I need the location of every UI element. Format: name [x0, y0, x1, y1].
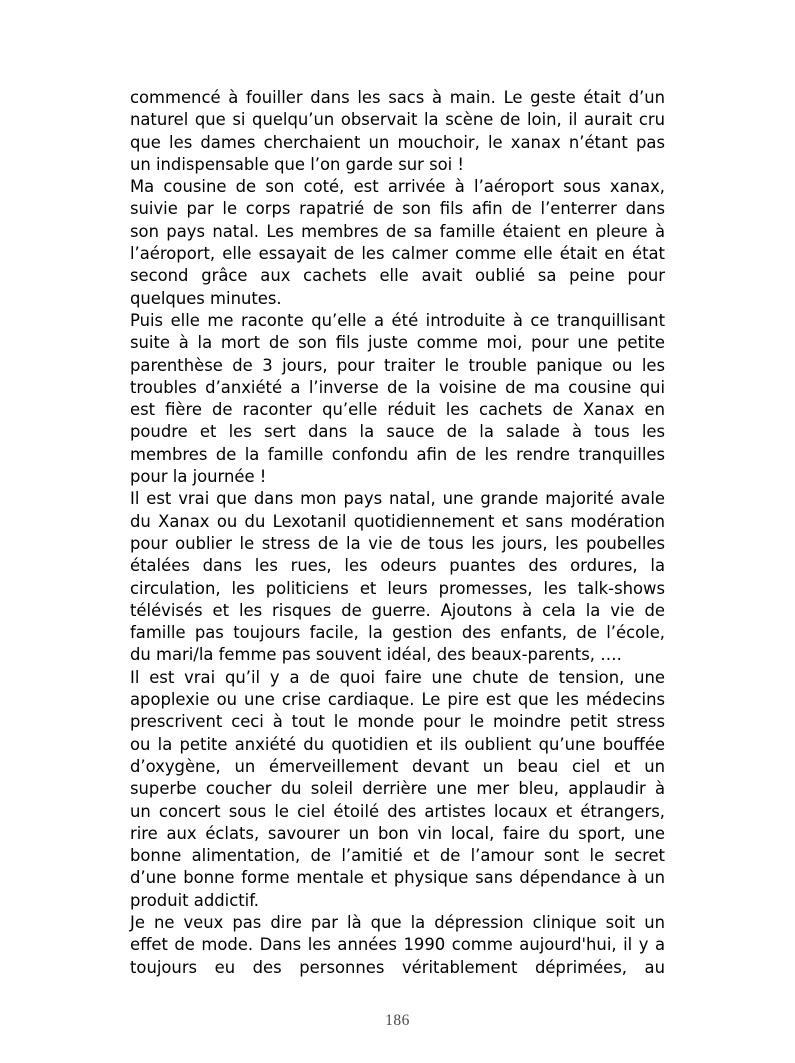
text-line: son pays natal. Les membres de sa famille étaient en pleure à	[130, 221, 665, 241]
text-line: d’une bonne forme mentale et physique sans dépendance à un	[130, 868, 665, 888]
page-footer	[0, 1012, 795, 1030]
page-text-block	[130, 87, 665, 979]
text-line: l’aéroport, elle essayait de les calmer comme elle était en état	[130, 244, 665, 264]
text-line: naturel que si quelqu’un observait la scène de loin, il aurait cru	[130, 110, 665, 130]
text-line: Puis elle me raconte qu’elle a été introduite à ce tranquillisant	[130, 310, 665, 330]
text-line: un concert sous le ciel étoilé des artistes locaux et étrangers,	[130, 801, 665, 821]
text-line: d’oxygène, un émerveillement devant un beau ciel et un	[130, 756, 665, 776]
text-line: pour la journée !	[130, 467, 267, 487]
text-line: superbe coucher du soleil derrière une mer bleu, applaudir à	[130, 779, 665, 799]
text-line: famille pas toujours facile, la gestion des enfants, de l’école,	[130, 623, 665, 643]
text-line: Je ne veux pas dire par là que la dépression clinique soit un	[130, 912, 665, 932]
text-line: Il est vrai qu’il y a de quoi faire une chute de tension, une	[130, 667, 665, 687]
text-line: membres de la famille confondu afin de les rendre tranquilles	[130, 444, 665, 464]
text-line: poudre et les sert dans la sauce de la salade à tous les	[130, 422, 665, 442]
text-line: effet de mode. Dans les années 1990 comme aujourd'hui, il y a	[130, 935, 665, 955]
text-line: du Xanax ou du Lexotanil quotidiennement et sans modération	[130, 511, 665, 531]
paragraph	[130, 176, 665, 310]
text-line: commencé à fouiller dans les sacs à main. Le geste était d’un	[130, 88, 665, 107]
text-line: quelques minutes.	[130, 288, 282, 308]
text-line: suivie par le corps rapatrié de son fils afin de l’enterrer dans	[130, 199, 665, 219]
text-line: second grâce aux cachets elle avait oublié sa peine pour	[130, 266, 665, 286]
text-line: Il est vrai que dans mon pays natal, une grande majorité avale	[130, 489, 665, 509]
text-line: rire aux éclats, savourer un bon vin local, faire du sport, une	[130, 823, 665, 843]
text-line: est fière de raconter qu’elle réduit les cachets de Xanax en	[130, 400, 665, 420]
text-line: un indispensable que l’on garde sur soi !	[130, 154, 464, 174]
text-line: bonne alimentation, de l’amitié et de l’amour sont le secret	[130, 846, 665, 866]
text-line: que les dames cherchaient un mouchoir, le xanax n’étant pas	[130, 132, 665, 152]
text-line: pour oublier le stress de la vie de tous les jours, les poubelles	[130, 533, 665, 553]
text-line: télévisés et les risques de guerre. Ajoutons à cela la vie de	[130, 600, 665, 620]
text-line: toujours eu des personnes véritablement déprimées, au	[130, 957, 665, 977]
paragraph	[130, 87, 665, 176]
text-line: parenthèse de 3 jours, pour traiter le trouble panique ou les	[130, 355, 665, 375]
paragraph	[130, 667, 665, 912]
text-line: circulation, les politiciens et leurs promesses, les talk-shows	[130, 578, 665, 598]
text-line: troubles d’anxiété a l’inverse de la voisine de ma cousine qui	[130, 377, 665, 397]
paragraph	[130, 912, 665, 979]
text-line: prescrivent ceci à tout le monde pour le moindre petit stress	[130, 712, 665, 732]
text-line: du mari/la femme pas souvent idéal, des beaux-parents, ….	[130, 645, 622, 665]
paragraph	[130, 488, 665, 666]
paragraph	[130, 310, 665, 488]
page-number: 186	[385, 1012, 410, 1029]
text-line: étalées dans les rues, les odeurs puantes des ordures, la	[130, 556, 665, 576]
text-line: apoplexie ou une crise cardiaque. Le pire est que les médecins	[130, 690, 665, 710]
text-line: Ma cousine de son coté, est arrivée à l’aéroport sous xanax,	[130, 177, 665, 197]
text-line: suite à la mort de son fils juste comme moi, pour une petite	[130, 333, 665, 353]
text-line: produit addictif.	[130, 890, 259, 910]
text-line: ou la petite anxiété du quotidien et ils oublient qu’une bouffée	[130, 734, 665, 754]
